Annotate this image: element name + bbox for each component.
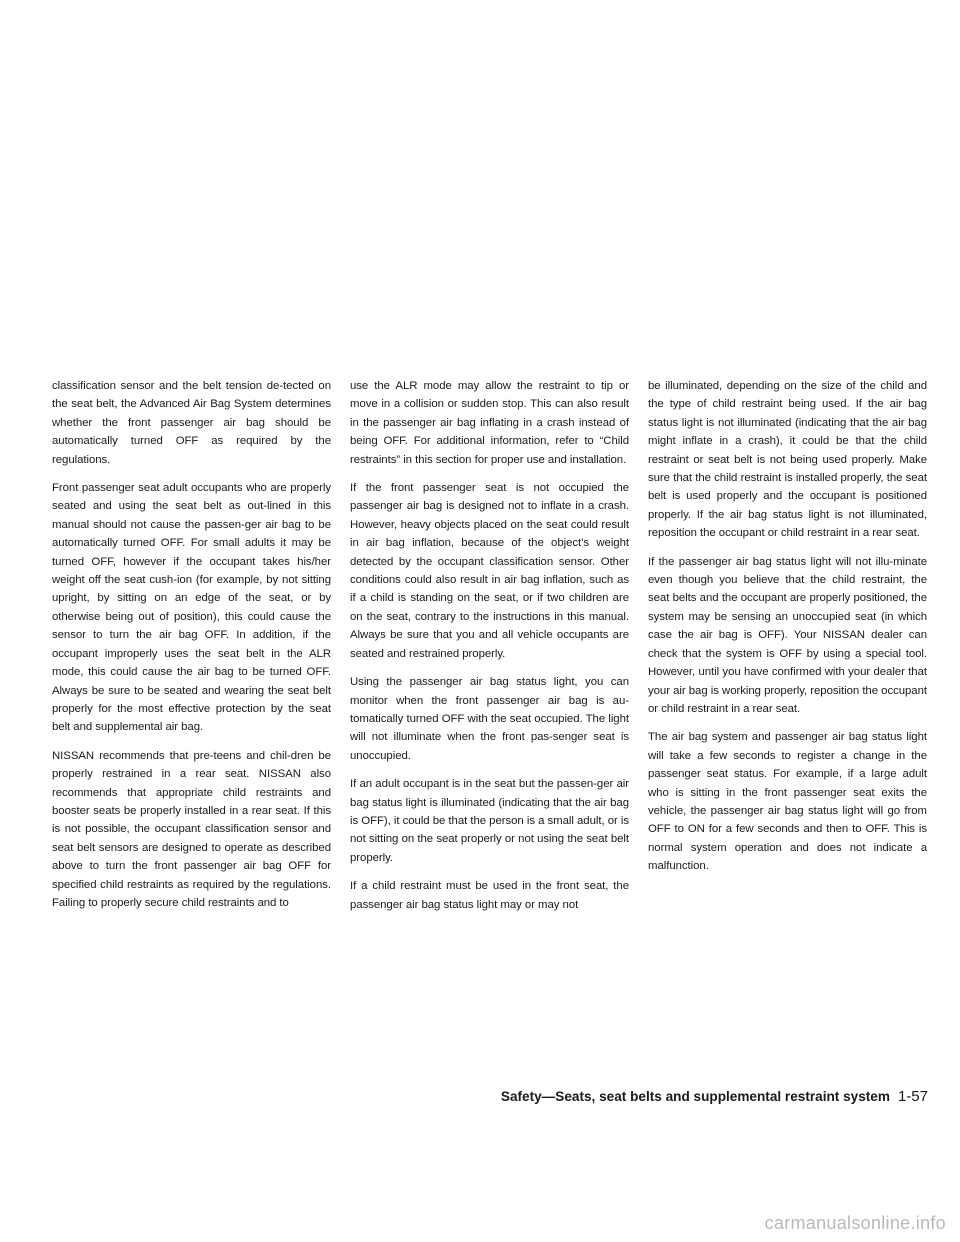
page-footer xyxy=(501,1088,928,1105)
paragraph: If an adult occupant is in the seat but the passen-ger air bag status light is illuminated (indicating that the air bag is OFF), it could be that the person is a small adult, or is not sitting on the seat properly or not using the seat belt properly. xyxy=(350,778,629,864)
paragraph: be illuminated, depending on the size of the child and the type of child restraint being used. If the air bag status light is not illuminated (indicating that the air bag might inflate in a crash), it could be that the child restraint or seat belt is not being used properly. Make sure that the child restraint is installed properly, the seat belt is used properly and the occupant is positioned properly. If the air bag status light is not illuminated, reposition the occupant or child restraint in a rear seat. xyxy=(648,380,927,540)
paragraph: Using the passenger air bag status light, you can monitor when the front passenger air bag is au-tomatically turned OFF with the seat occupied. The light will not illuminate when the front pas-senger seat is unoccupied. xyxy=(350,676,629,762)
paragraph: classification sensor and the belt tension de-tected on the seat belt, the Advanced Air Bag System determines whether the front passenger air bag should be automatically turned OFF as required by the regulations. xyxy=(52,380,331,466)
text-columns xyxy=(52,377,928,924)
column-2 xyxy=(350,377,629,924)
paragraph: If a child restraint must be used in the front seat, the passenger air bag status light may or may not xyxy=(350,880,629,911)
page-number: 1-57 xyxy=(897,1088,928,1105)
paragraph: Front passenger seat adult occupants who are properly seated and using the seat belt as out-lined in this manual should not cause the passen-ger air bag to be automatically turned OFF. For small adults it may be turned OFF, however if the occupant takes his/her weight off the seat cush-ion (for example, by not sitting upright, by sitting on an edge of the seat, or by otherwise being out of position), this could cause the sensor to turn the air bag OFF. In addition, if the occupant improperly uses the seat belt in the ALR mode, this could cause the air bag to be turned OFF. Always be sure to be seated and wearing the seat belt properly for the most effective protection by the seat belt and supplemental air bag. xyxy=(52,482,331,734)
paragraph: use the ALR mode may allow the restraint to tip or move in a collision or sudden stop. This can also result in the passenger air bag inflating in a crash instead of being OFF. For additional information, refer to “Child restraints” in this section for proper use and installation. xyxy=(350,380,629,466)
paragraph: If the passenger air bag status light will not illu-minate even though you believe that the child restraint, the seat belts and the occupant are properly positioned, the system may be sensing an unoccupied seat (in which case the air bag is OFF). Your NISSAN dealer can check that the system is OFF by using a special tool. However, until you have confirmed with your dealer that your air bag is working properly, reposition the occupant or child restraint in a rear seat. xyxy=(648,555,927,715)
paragraph: If the front passenger seat is not occupied the passenger air bag is designed not to inflate in a crash. However, heavy objects placed on the seat could result in air bag inflation, because of the object’s weight detected by the occupant classification sensor. Other conditions could also result in air bag inflation, such as if a child is standing on the seat, or if two children are on the seat, contrary to the instructions in this manual. Always be sure that you and all vehicle occupants are seated and restrained properly. xyxy=(350,482,629,660)
column-3 xyxy=(648,377,927,924)
watermark-text: carmanualsonline.info xyxy=(764,1213,946,1233)
section-title: Safety—Seats, seat belts and supplemental restraint system xyxy=(500,1089,890,1104)
column-1 xyxy=(52,377,331,924)
paragraph: NISSAN recommends that pre-teens and chil-dren be properly restrained in a rear seat. NISSAN also recommends that appropriate child restraints and booster seats be properly installed in a rear seat. If this is not possible, the occupant classification sensor and seat belt sensors are designed to operate as described above to turn the front passenger air bag OFF for specified child restraints as required by the regulations. Failing to properly secure child restraints and to xyxy=(52,749,331,909)
paragraph: The air bag system and passenger air bag status light will take a few seconds to register a change in the passenger seat status. For example, if a large adult who is sitting in the front passenger seat exits the vehicle, the passenger air bag status light will go from OFF to ON for a few seconds and then to OFF. This is normal system operation and does not indicate a malfunction. xyxy=(648,731,927,873)
